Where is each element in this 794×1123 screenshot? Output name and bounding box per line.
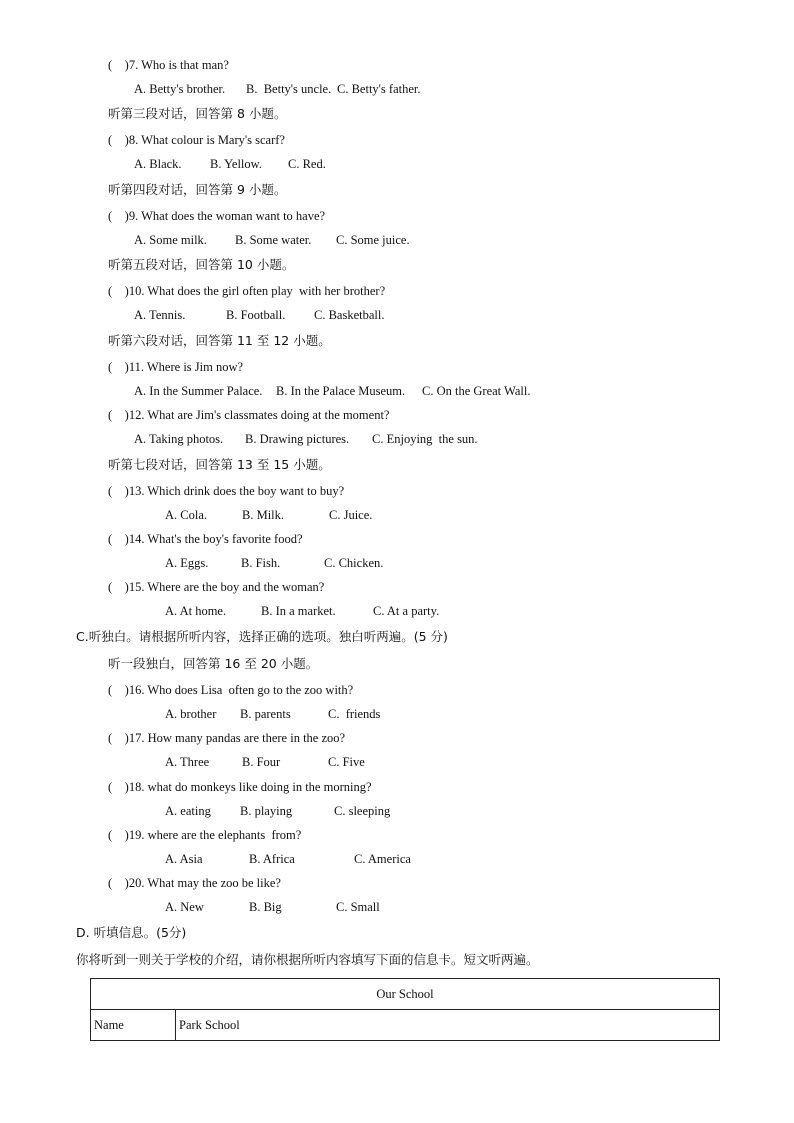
question-16-stem: ( )16. Who does Lisa often go to the zoo with? [108,683,354,697]
table-key-name: Name [91,1010,176,1041]
question-11-stem: ( )11. Where is Jim now? [108,360,244,374]
question-12-option-a: A. Taking photos. [134,432,224,446]
section-4-heading: 听第四段对话，回答第 9 小题。 [108,182,287,197]
question-18-option-b: B. playing [240,804,293,818]
question-14-option-c: C. Chicken. [324,556,384,570]
question-17-stem: ( )17. How many pandas are there in the zoo? [108,731,346,745]
question-10-stem: ( )10. What does the girl often play with her brother? [108,284,386,298]
question-14-stem: ( )14. What's the boy's favorite food? [108,532,303,546]
question-20-option-b: B. Big [249,900,282,914]
question-20-stem: ( )20. What may the zoo be like? [108,876,281,890]
question-9-stem: ( )9. What does the woman want to have? [108,209,326,223]
question-20-option-c: C. Small [336,900,380,914]
part-d-instructions: 你将听到一则关于学校的介绍，请你根据所听内容填写下面的信息卡。短文听两遍。 [76,952,539,967]
question-15-stem: ( )15. Where are the boy and the woman? [108,580,325,594]
section-6-heading: 听第六段对话，回答第 11 至 12 小题。 [108,333,331,348]
question-11-option-a: A. In the Summer Palace. [134,384,263,398]
question-11-option-c: C. On the Great Wall. [422,384,531,398]
question-8-option-b: B. Yellow. [210,157,262,171]
question-11-option-b: B. In the Palace Museum. [276,384,406,398]
question-12-option-c: C. Enjoying the sun. [372,432,478,446]
question-8-option-c: C. Red. [288,157,326,171]
question-12-stem: ( )12. What are Jim's classmates doing at the moment? [108,408,390,422]
question-9-option-c: C. Some juice. [336,233,410,247]
question-16-option-a: A. brother [165,707,217,721]
question-19-option-c: C. America [354,852,411,866]
question-17-option-c: C. Five [328,755,365,769]
question-10-option-a: A. Tennis. [134,308,186,322]
section-7-heading: 听第七段对话，回答第 13 至 15 小题。 [108,457,331,472]
question-7-option-b: B. Betty's uncle. [246,82,332,96]
section-3-heading: 听第三段对话，回答第 8 小题。 [108,106,287,121]
school-info-table [90,978,720,1041]
question-13-option-b: B. Milk. [242,508,285,522]
question-7-option-c: C. Betty's father. [337,82,421,96]
part-c-heading: C.听独白。请根据所听内容，选择正确的选项。独白听两遍。(5 分) [76,629,448,644]
question-19-option-a: A. Asia [165,852,203,866]
question-10-option-b: B. Football. [226,308,286,322]
part-d-heading: D. 听填信息。(5分) [76,925,187,940]
question-8-stem: ( )8. What colour is Mary's scarf? [108,133,285,147]
question-7-stem: ( )7. Who is that man? [108,58,229,72]
question-17-option-b: B. Four [242,755,281,769]
question-14-option-a: A. Eggs. [165,556,209,570]
question-16-option-b: B. parents [240,707,291,721]
question-19-stem: ( )19. where are the elephants from? [108,828,302,842]
question-19-option-b: B. Africa [249,852,295,866]
question-8-option-a: A. Black. [134,157,182,171]
question-13-stem: ( )13. Which drink does the boy want to buy? [108,484,345,498]
monologue-heading: 听一段独白，回答第 16 至 20 小题。 [108,656,319,671]
question-15-option-c: C. At a party. [373,604,440,618]
question-10-option-c: C. Basketball. [314,308,385,322]
question-15-option-b: B. In a market. [261,604,336,618]
table-title: Our School [91,979,720,1010]
question-13-option-c: C. Juice. [329,508,373,522]
section-5-heading: 听第五段对话，回答第 10 小题。 [108,257,295,272]
question-14-option-b: B. Fish. [241,556,281,570]
question-12-option-b: B. Drawing pictures. [245,432,350,446]
question-7-option-a: A. Betty's brother. [134,82,226,96]
question-9-option-b: B. Some water. [235,233,312,247]
question-18-option-c: C. sleeping [334,804,391,818]
question-9-option-a: A. Some milk. [134,233,207,247]
question-16-option-c: C. friends [328,707,381,721]
question-15-option-a: A. At home. [165,604,227,618]
question-13-option-a: A. Cola. [165,508,208,522]
question-18-stem: ( )18. what do monkeys like doing in the morning? [108,780,372,794]
question-18-option-a: A. eating [165,804,211,818]
question-17-option-a: A. Three [165,755,210,769]
table-value-name: Park School [176,1010,720,1041]
question-20-option-a: A. New [165,900,204,914]
